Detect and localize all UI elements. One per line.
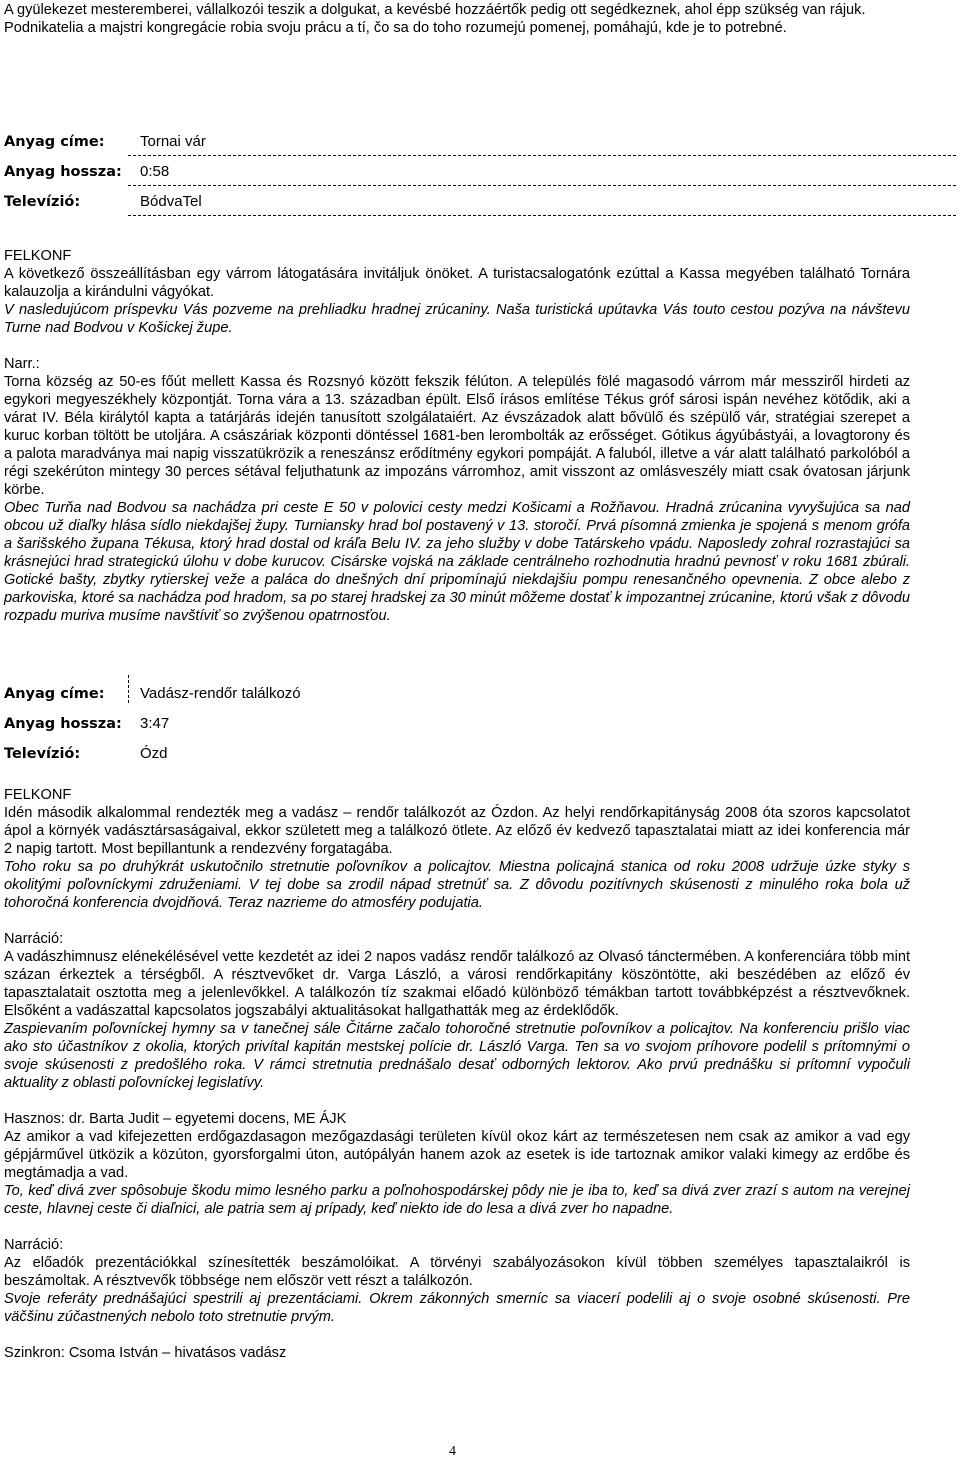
intro-hu: A gyülekezet mesteremberei, vállalkozói teszik a dolgukat, a kevésbé hozzáértők pedig ott segédkeznek, ahol épp szükség van rájuk. xyxy=(4,2,866,18)
item2-narracio2-sk: Svoje referáty prednášajúci spestrili aj prezentáciami. Okrem zákonných smerníc sa viacerí podelili aj o svoje osobné skúsenosti. Pre väčšinu zúčastnených nebolo toto stretnutie prvým. xyxy=(4,1291,910,1325)
item1-narr-sk: Obec Turňa nad Bodvou sa nachádza pri ceste E 50 v polovici cesty medzi Košicami a Rožňavou. Hradná zrúcanina vyvyšujúca sa nad obcou už diaľky hlása sídlo niekdajšej župy. Turniansky hrad bol postavený v 13. storočí. Prvá písomná zmienka je spojená s menom grófa a šarišského župana Tékusa, ktorý hrad dostal od kráľa Belu IV. za jeho služby v dobe Tatárskeho vpádu. Naposledy zohral rozrastajúci sa krásnejúci hrad strategickú úlohu v dobe kurucov. Cisárske vojská na základe centrálneho rozhodnutia hradnú pevnosť v roku 1681 zbúrali. Gotické bašty, zbytky rytierskej veže a paláca do dnešných dní pripomínajú niekdajšiu pompu renesančného opevnenia. Z obce alebo z parkoviska, ktoré sa nachádza pod hradom, sa po starej hradskej za 30 minút môžeme dostať k impozantnej zrúcanine, ktorú však z dôvodu rozpadu muriva musíme navštíviť so zvýšenou opatrnosťou. xyxy=(4,500,910,624)
item1-narr-label: Narr.: xyxy=(4,356,40,372)
item1-felkonf-sk: V nasledujúcom príspevku Vás pozveme na prehliadku hradnej zrúcaniny. Naša turistická upútavka Vás touto cestou pozýva na návštevu Turne nad Bodvou v Košickej župe. xyxy=(4,302,910,336)
item2-felkonf-hu: Idén második alkalommal rendezték meg a vadász – rendőr találkozót az Ózdon. Az helyi rendőrkapitányság 2008 óta szoros kapcsolatot ápol a környék vadásztársaságaival, ekkor született meg a találkozó ötlete. Az előző év kedvező tapasztalatai miatt az idei konferencia már 2 napig tartott. Most bepillantunk a rendezvény forgatagába. xyxy=(4,805,910,857)
item2-narracio1-sk: Zaspievaním poľovníckej hymny sa v tanečnej sále Čitárne začalo tohoročné stretnutie poľovníkov a policajtov. Na konferenciu prišlo viac ako sto účastníkov z okolia, ktorých privítal kapitán mestskej polície dr. László Varga. Ten sa vo svojom príhovore podelil s prítomnými o svoje skúsenosti z predošlého roka. V rámci stretnutia prednášalo desať odborných lektorov. Ako prvú prednášku si prítomní vypočuli aktuality z oblasti poľovníckej legislatívy. xyxy=(4,1021,910,1091)
item2-meta xyxy=(4,681,910,773)
item1-tv-label: Televízió: xyxy=(4,194,81,210)
item2-narracio1-hu: A vadászhimnusz elénekélésével vette kezdetét az idei 2 napos vadász rendőr találkozó az Olvasó tánctermében. A konferenciára több mint százan érkeztek a térségből. A résztvevőket dr. Varga László, a városi rendőrkapitány köszöntötte, aki beszédében az előző év tapasztalatait osztotta meg a jelenlevőkkel. A találkozón tíz szakmai előadó különböző témákban tartott továbbképzést a résztvevőknek. Elsőként a vadászattal kapcsolatos jogszabályi aktualitásokat hallgathatták meg az érdeklődők. xyxy=(4,949,910,1019)
item2-narracio2-label: Narráció: xyxy=(4,1237,64,1253)
item2-hasznos-sk: To, keď divá zver spôsobuje škodu mimo lesného parku a poľnohospodárskej pôdy nie je iba to, keď sa divá zver zrazí s autom na verejnej ceste, hlavnej ceste či diaľnici, ale patria sem aj prípady, keď niekto ide do lesa a divá zver ho napadne. xyxy=(4,1183,910,1217)
item1-narr-hu: Torna község az 50-es főút mellett Kassa és Rozsnyó között fekszik félúton. A település fölé magasodó várrom már messziről hirdeti az egykori megyeszékhely központját. Torna vára a 13. században épült. Első írásos említése Tékus gróf sárosi ispán nevéhez kötődik, aki a várat IV. Béla királytól kapta a tatárjárás idején tanusított szolgálataiért. Az évszázadok alatt bővülő és szépülő vár, stratégiai szerepet a kuruc korban töltött be utoljára. A császáriak központi döntéssel 1681-ben lerombolták az erősséget. Gótikus ágyúbástyái, a lovagtorony és a palota maradványa mai napig visszatükrözik a reneszánsz erődítmény egykori pompáját. A faluból, illetve a vár alatt található parkolóból a régi szekérúton mintegy 30 perces sétával feljuthatunk az impozáns várromhoz, amit visszont az omlásveszély miatt csak óvatosan járjunk körbe. xyxy=(4,374,910,498)
item1-tv-rule xyxy=(128,215,956,216)
intro-sk: Podnikatelia a majstri kongregácie robia svoju prácu a tí, čo sa do toho rozumejú pomenej, pomáhajú, kde je to potrebné. xyxy=(4,20,787,36)
item1-meta xyxy=(4,127,910,237)
item2-hasznos-label: Hasznos: dr. Barta Judit – egyetemi docens, ME ÁJK xyxy=(4,1111,347,1127)
item2-title: Vadász-rendőr találkozó xyxy=(140,685,301,702)
item1-title-rule xyxy=(128,155,956,156)
item1-title-label: Anyag címe: xyxy=(4,134,105,150)
item2-title-rule xyxy=(128,675,129,703)
item2-tv: Ózd xyxy=(140,745,168,762)
item1-title: Tornai vár xyxy=(140,133,206,150)
item1-length-rule xyxy=(128,185,956,186)
item2-narracio1-label: Narráció: xyxy=(4,931,64,947)
item2-felkonf-label: FELKONF xyxy=(4,787,72,803)
item2-title-label: Anyag címe: xyxy=(4,686,105,702)
page-number: 4 xyxy=(449,1444,456,1459)
item1-felkonf-hu: A következő összeállításban egy várrom látogatására invitáljuk önöket. A turistacsalogatónk ezúttal a Kassa megyében található Tornára kalauzolja a kirándulni vágyókat. xyxy=(4,266,910,300)
item2-tv-label: Televízió: xyxy=(4,746,81,762)
item2-length: 3:47 xyxy=(140,715,170,732)
item2-length-label: Anyag hossza: xyxy=(4,716,122,732)
item2-narracio2-hu: Az előadók prezentációkkal színesítették beszámolóikat. A törvényi szabályozásokon kívül többen személyes tapasztalaikról is beszámoltak. A résztvevők többsége nem először vett részt a találkozón. xyxy=(4,1255,910,1289)
item2-hasznos-hu: Az amikor a vad kifejezetten erdőgazdasagon mezőgazdasági területen kívül okoz kárt az természetesen nem csak az amikor a vad egy gépjárművel ütközik a közúton, gyorsforgalmi úton, autópályán hanem azok az esetek is ide tartoznak amikor valaki kimegy az erdőbe és megtámadja a vad. xyxy=(4,1129,910,1181)
item1-length-label: Anyag hossza: xyxy=(4,164,122,180)
item2-felkonf-sk: Toho roku sa po druhýkrát uskutočnilo stretnutie poľovníkov a policajtov. Miestna policajná stanica od roku 2008 udržuje úzke styky s okolitými poľovníckymi združeniami. V tej dobe sa zrodil nápad stretnúť sa. Z dôvodu pozitívnych skúsenosti z minulého roka bola už tohoročná konferencia dvojdňová. Teraz nazrieme do atmosféry podujatia. xyxy=(4,859,910,911)
item2-szinkron: Szinkron: Csoma István – hivatásos vadász xyxy=(4,1345,287,1361)
item1-felkonf-label: FELKONF xyxy=(4,248,72,264)
item1-length: 0:58 xyxy=(140,163,170,180)
document-page xyxy=(4,0,910,1362)
item1-tv: BódvaTel xyxy=(140,193,202,210)
